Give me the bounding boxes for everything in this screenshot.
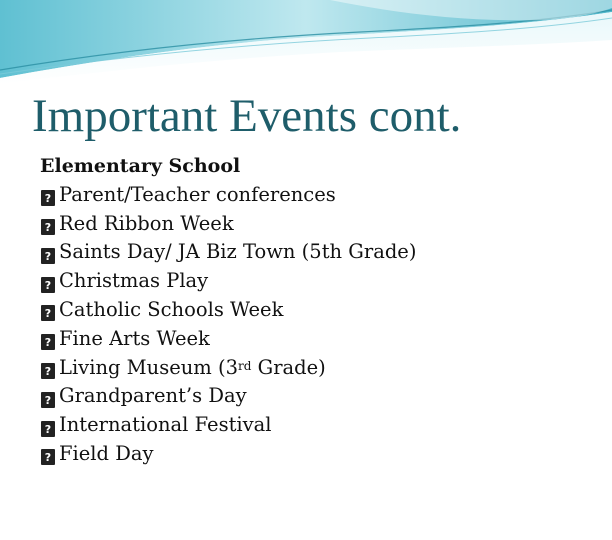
- event-list-item: [40, 325, 600, 354]
- svg-text:?: ?: [44, 249, 52, 263]
- missing-glyph-icon: [40, 446, 56, 464]
- event-list-item-text: Saints Day/ JA Biz Town (5th Grade): [59, 240, 417, 264]
- slide-title: Important Events cont.: [32, 90, 462, 142]
- svg-text:?: ?: [44, 336, 52, 350]
- event-list-item-text: Christmas Play: [59, 269, 209, 293]
- svg-text:?: ?: [44, 278, 52, 292]
- section-heading: Elementary School: [40, 155, 241, 177]
- missing-glyph-icon: [40, 389, 56, 407]
- event-list-item-text: Fine Arts Week: [59, 326, 210, 350]
- svg-text:?: ?: [44, 422, 52, 436]
- svg-text:?: ?: [44, 451, 52, 465]
- event-list-item: [40, 267, 600, 296]
- event-list-item-text: Parent/Teacher conferences: [59, 182, 336, 206]
- event-list-item: [40, 411, 600, 440]
- event-list-item: [40, 238, 600, 267]
- event-list-item: [40, 382, 600, 411]
- event-list-item: [40, 210, 600, 239]
- event-list-item: [40, 181, 600, 210]
- svg-text:?: ?: [44, 192, 52, 206]
- missing-glyph-icon: [40, 360, 56, 378]
- event-list-item: ? Living Museum (3 $^{rd}$ Grade): [40, 354, 600, 383]
- event-list-item: [40, 296, 600, 325]
- event-list-item-text-suffix: Grade): [251, 355, 326, 379]
- missing-glyph-icon: [40, 302, 56, 320]
- missing-glyph-icon: [40, 331, 56, 349]
- event-list-item: [40, 440, 600, 469]
- event-list-item-text: Living Museum (3: [59, 355, 239, 379]
- missing-glyph-icon: [40, 216, 56, 234]
- missing-glyph-icon: [40, 274, 56, 292]
- event-list-item-text: Field Day: [59, 441, 154, 465]
- svg-text:?: ?: [44, 364, 52, 378]
- event-list: [40, 181, 600, 469]
- svg-text:?: ?: [44, 307, 52, 321]
- missing-glyph-icon: [40, 245, 56, 263]
- svg-text:?: ?: [44, 220, 52, 234]
- slide-content: [40, 152, 600, 469]
- svg-text:?: ?: [44, 393, 52, 407]
- event-list-item-text: Grandparent’s Day: [59, 384, 247, 408]
- event-list-item-text: International Festival: [59, 413, 272, 437]
- event-list-item-text: Red Ribbon Week: [59, 211, 234, 235]
- header-wave-decoration: [0, 0, 612, 90]
- event-list-item-text: Catholic Schools Week: [59, 297, 284, 321]
- missing-glyph-icon: [40, 187, 56, 205]
- missing-glyph-icon: [40, 418, 56, 436]
